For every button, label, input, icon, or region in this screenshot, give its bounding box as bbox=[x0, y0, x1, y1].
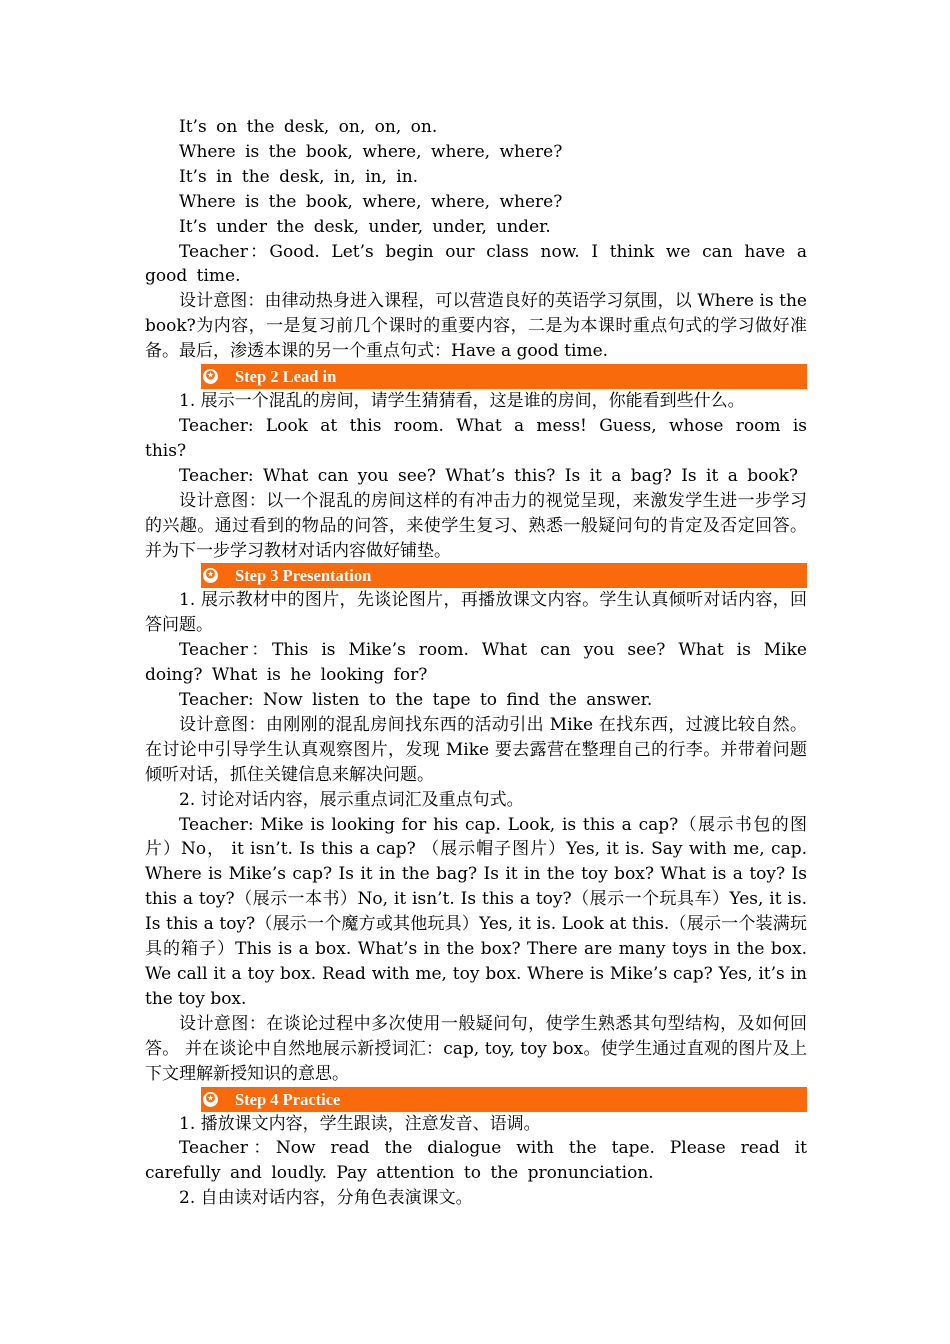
intro-teacher-line: Teacher：Good. Let’s begin our class now. I think we can have a good time. bbox=[145, 241, 807, 287]
step3-design-intent-1: 设计意图：由刚刚的混乱房间找东西的活动引出 Mike 在找东西，过渡比较自然。在讨论中引导学生认真观察图片，发现 Mike 要去露营在整理自己的行李。并带着问题倾听对话，抓住关键信息来解决问题。 bbox=[145, 714, 807, 785]
step2-header bbox=[201, 364, 807, 389]
intro-design-intent: 设计意图：由律动热身进入课程，可以营造良好的英语学习氛围，以 Where is the book?为内容，一是复习前几个课时的重要内容，二是为本课时重点句式的学习做好准备。最后，渗透本课的另一个重点句式：Have a good time. bbox=[145, 291, 807, 362]
step3-teacher-2: Teacher: Now listen to the tape to find the answer. bbox=[179, 690, 653, 711]
intro-line-1: It’s on the desk, on, on, on. bbox=[179, 117, 438, 137]
intro-line-5: It’s under the desk, under, under, under. bbox=[179, 216, 551, 237]
step3-teacher-3: Teacher: Mike is looking for his cap. Look, is this a cap?（展示书包的图片）No， it isn’t. Is this a cap? （展示帽子图片）Yes, it is. Say with me, cap. Where is Mike’s cap? Is it in the bag? Is it in the toy box? What is a toy? Is this a toy?（展示一本书）No, it isn’t. Is this a toy?（展示一个玩具车）Yes, it is. Is this a toy?（展示一个魔方或其他玩具）Yes, it is. Look at this.（展示一个装满玩具的箱子）This is a box. What’s in the box? There are many toys in the box. We call it a toy box. Read with me, toy box. Where is Mike’s cap? Yes, it’s in the toy box. bbox=[145, 814, 807, 1009]
step4-header bbox=[201, 1087, 807, 1112]
step2-design-intent: 设计意图：以一个混乱的房间这样的有冲击力的视觉呈现，来激发学生进一步学习的兴趣。通过看到的物品的问答，来使学生复习、熟悉一般疑问句的肯定及否定回答。并为下一步学习教材对话内容做好铺垫。 bbox=[145, 490, 807, 561]
intro-line-4: Where is the book, where, where, where? bbox=[179, 191, 563, 212]
intro-line-3: It’s in the desk, in, in, in. bbox=[179, 166, 419, 187]
step3-item-2: 2. 讨论对话内容，展示重点词汇及重点句式。 bbox=[179, 789, 524, 810]
step2-title: Step 2 Lead in bbox=[235, 367, 337, 387]
step3-design-intent-2: 设计意图：在谈论过程中多次使用一般疑问句，使学生熟悉其句型结构，及如何回答。 并在谈论中自然地展示新授词汇：cap, toy, toy box。使学生通过直观的图片及上下文理解新授知识的意思。 bbox=[145, 1013, 807, 1084]
step3-teacher-1: Teacher：This is Mike’s room. What can you see? What is Mike doing? What is he looking for? bbox=[145, 640, 807, 686]
step3-title: Step 3 Presentation bbox=[235, 566, 372, 586]
step3-item-1: 1. 展示教材中的图片，先谈论图片，再播放课文内容。学生认真倾听对话内容，回答问题。 bbox=[145, 590, 807, 636]
step4-teacher-1: Teacher：Now read the dialogue with the tape. Please read it carefully and loudly. Pay attention to the pronunciation. bbox=[145, 1138, 807, 1184]
step2-teacher-1: Teacher: Look at this room. What a mess! Guess, whose room is this? bbox=[145, 415, 807, 461]
step2-teacher-2: Teacher: What can you see? What’s this? Is it a bag? Is it a book? bbox=[179, 465, 799, 486]
star-circle-icon: ✪ bbox=[203, 1092, 218, 1107]
intro-line-2: Where is the book, where, where, where? bbox=[179, 141, 563, 162]
step2-item-1: 1. 展示一个混乱的房间，请学生猜猜看，这是谁的房间，你能看到些什么。 bbox=[179, 391, 745, 412]
star-circle-icon: ✪ bbox=[203, 568, 218, 583]
document-page bbox=[145, 115, 807, 1211]
step3-header bbox=[201, 563, 807, 588]
step4-item-1: 1. 播放课文内容，学生跟读，注意发音、语调。 bbox=[179, 1113, 541, 1134]
star-circle-icon: ✪ bbox=[203, 369, 218, 384]
step4-item-2: 2. 自由读对话内容，分角色表演课文。 bbox=[179, 1188, 473, 1209]
step4-title: Step 4 Practice bbox=[235, 1089, 341, 1109]
